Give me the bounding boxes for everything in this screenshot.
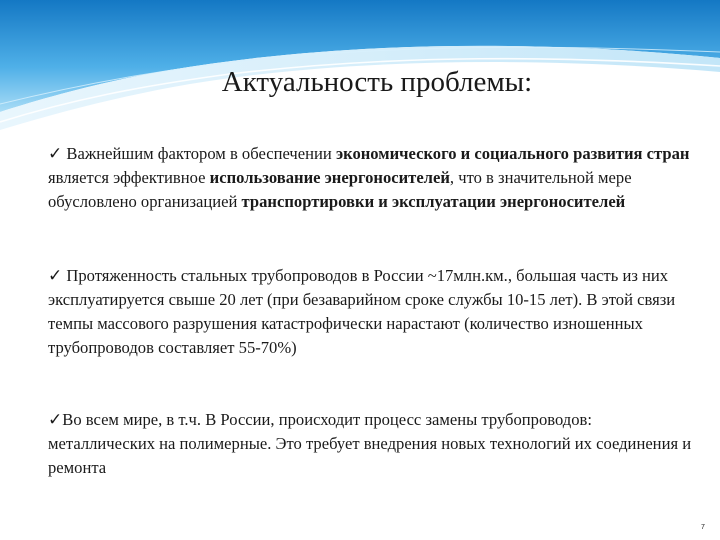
page-number: 7 xyxy=(701,524,705,531)
bullet-text: Во всем мире, в т.ч. В России, происходит процесс замены трубопроводов: металлических на полимерные. Это требует внедрения новых технологий их соединения и ремонта xyxy=(48,410,692,477)
bullet-text-bold-segment: экономического и социального развития стран xyxy=(335,144,690,163)
bullet-text-segment: , что в значительной мере обусловлено организацией xyxy=(48,168,632,211)
bullet-item-energy xyxy=(48,142,698,214)
bullet-text-bold-segment: транспортировки и эксплуатации энергоносителей xyxy=(241,192,626,211)
bullet-item-replacement xyxy=(48,408,698,480)
checkmark-icon: ✓ xyxy=(48,144,63,164)
bullet-text-segment: Важнейшим фактором в обеспечении xyxy=(66,144,336,163)
bullet-text-segment: является эффективное xyxy=(48,168,210,187)
checkmark-icon: ✓ xyxy=(48,410,63,430)
bullet-text: Протяженность стальных трубопроводов в России ~17млн.км., большая часть из них эксплуатируется свыше 20 лет (при безаварийном сроке службы 10-15 лет). В этой связи темпы массового разрушения катастрофически нарастают (количество изношенных трубопроводов составляет 55-70%) xyxy=(48,266,676,357)
checkmark-icon: ✓ xyxy=(48,266,63,286)
bullet-text-bold-segment: использование энергоносителей xyxy=(209,168,450,187)
slide-title: Актуальность проблемы: xyxy=(221,66,533,98)
bullet-item-pipelines xyxy=(48,264,698,360)
